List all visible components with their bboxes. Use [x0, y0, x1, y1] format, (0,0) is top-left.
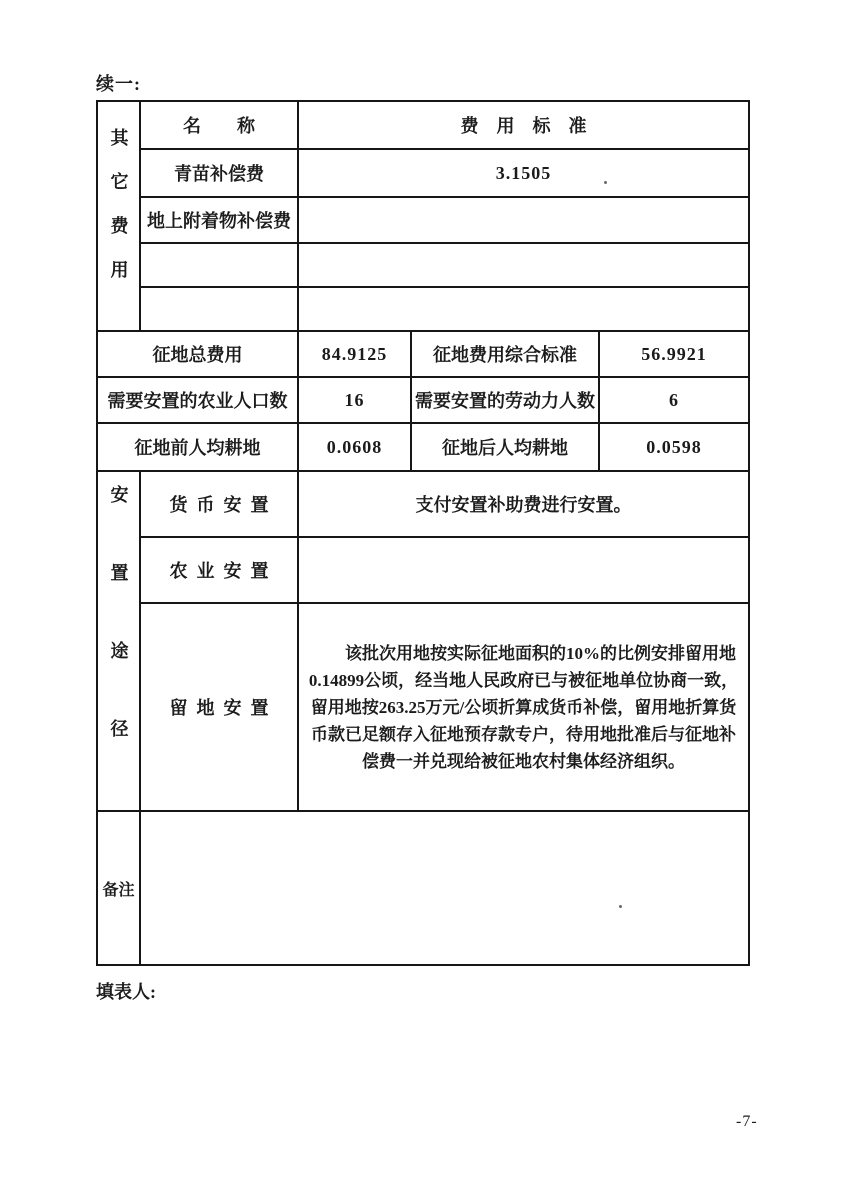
reserved-land-resettlement-content [298, 603, 749, 811]
table-row [97, 811, 749, 965]
table-row [97, 331, 749, 377]
table-row [97, 377, 749, 423]
fee-name-header: 名 称 [140, 101, 298, 149]
farmland-after-value: 0.0598 [599, 423, 749, 471]
comprehensive-standard-label: 征地费用综合标准 [411, 331, 599, 377]
total-fee-value: 84.9125 [298, 331, 411, 377]
other-fees-section-label: 其它费用 [97, 101, 140, 331]
labor-force-value: 6 [599, 377, 749, 423]
agricultural-population-value: 16 [298, 377, 411, 423]
reserved-land-resettlement-label: 留地安置 [140, 603, 298, 811]
paragraph-line: 该批次用地按实际征地面积的10%的比例安排留用地 [311, 643, 737, 663]
comprehensive-standard-value: 56.9921 [599, 331, 749, 377]
paragraph-line: 偿费一并兑现给被征地农村集体经济组织。 [362, 751, 686, 771]
farmland-after-label: 征地后人均耕地 [411, 423, 599, 471]
fee-name-attachments: 地上附着物补偿费 [140, 197, 298, 243]
farmland-before-label: 征地前人均耕地 [97, 423, 298, 471]
total-fee-label: 征地总费用 [97, 331, 298, 377]
resettlement-section-label: 安置途径 [97, 471, 140, 811]
table-row [97, 603, 749, 811]
monetary-resettlement-label: 货币安置 [140, 471, 298, 537]
paragraph-line: 0.14899公顷，经当地人民政府已与被征地单位协商一致， [308, 670, 739, 690]
paragraph-line: 币款已足额存入征地预存款专户，待用地批准后与征地补 [311, 724, 737, 744]
agricultural-resettlement-content [298, 537, 749, 603]
table-row [97, 101, 749, 149]
fee-name-empty-1 [140, 243, 298, 287]
remarks-content [140, 811, 749, 965]
reserved-land-paragraph [299, 640, 748, 775]
table-row [97, 287, 749, 331]
fee-name-empty-2 [140, 287, 298, 331]
fee-value-empty-2 [298, 287, 749, 331]
remarks-label: 备注 [97, 811, 140, 965]
agricultural-population-label: 需要安置的农业人口数 [97, 377, 298, 423]
fee-value-attachments [298, 197, 749, 243]
form-filler-label: 填表人: [96, 982, 156, 1002]
table-row [97, 197, 749, 243]
table-row [97, 243, 749, 287]
page-number: -7- [736, 1113, 758, 1130]
scan-speck [604, 181, 607, 184]
scan-speck [619, 905, 622, 908]
monetary-resettlement-content: 支付安置补助费进行安置。 [298, 471, 749, 537]
fee-value-seedling: 3.1505 [298, 149, 749, 197]
fee-name-seedling: 青苗补偿费 [140, 149, 298, 197]
table-row [97, 423, 749, 471]
land-expropriation-fee-table [96, 100, 750, 966]
fee-standard-header: 费 用 标 准 [298, 101, 749, 149]
agricultural-resettlement-label: 农业安置 [140, 537, 298, 603]
table-row [97, 149, 749, 197]
labor-force-label: 需要安置的劳动力人数 [411, 377, 599, 423]
farmland-before-value: 0.0608 [298, 423, 411, 471]
fee-value-empty-1 [298, 243, 749, 287]
continuation-label: 续一: [96, 74, 141, 94]
paragraph-line: 留用地按263.25万元/公顷折算成货币补偿，留用地折算货 [310, 697, 737, 717]
table-row [97, 471, 749, 537]
table-row [97, 537, 749, 603]
